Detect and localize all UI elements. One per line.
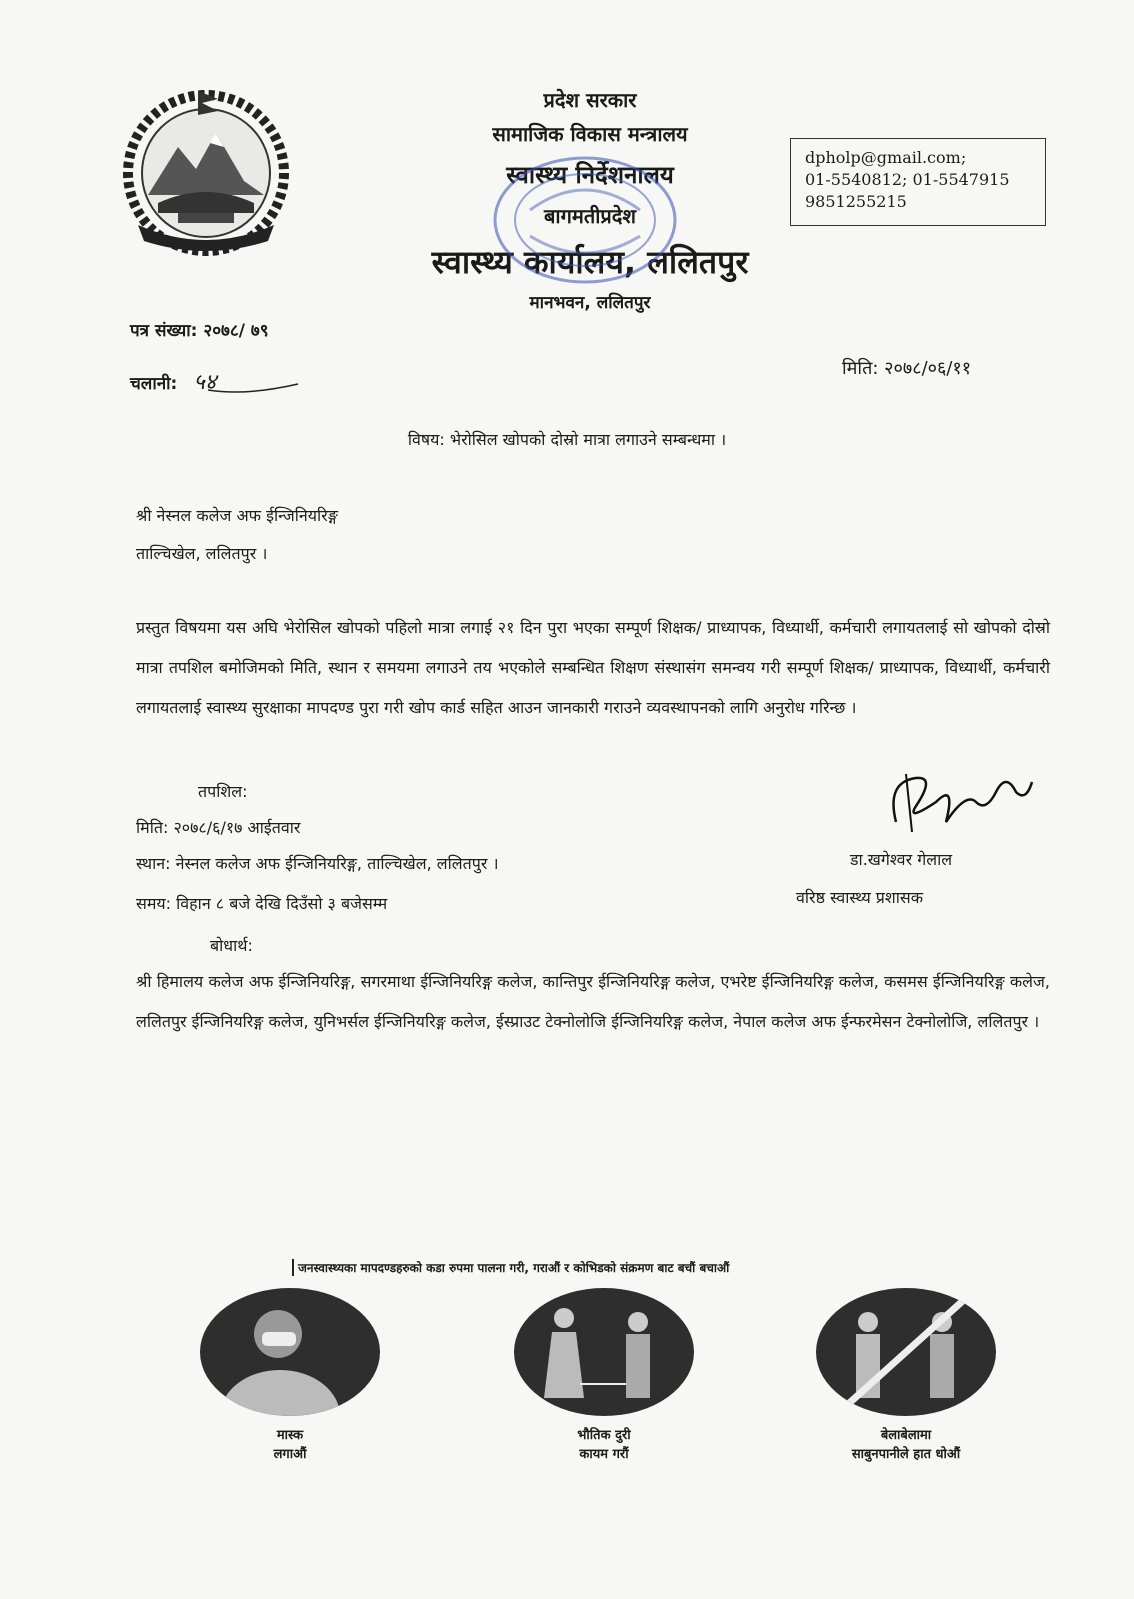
signer-title: वरिष्ठ स्वास्थ्य प्रशासक <box>796 888 924 907</box>
addressee-name: श्री नेस्नल कलेज अफ ईन्जिनियरिङ्ग <box>136 506 338 525</box>
details-heading: तपशिल: <box>198 782 248 801</box>
dispatch-number: ५४ <box>193 370 217 395</box>
distance-illustration-icon <box>514 1288 694 1416</box>
header-office: स्वास्थ्य कार्यालय, ललितपुर <box>431 243 749 281</box>
dispatch-row <box>130 366 216 396</box>
caption-handwash-line2: साबुनपानीले हात धोऔं <box>851 1447 961 1462</box>
letter-number: पत्र संख्या: २०७८/ ७९ <box>130 321 269 341</box>
caption-handwash-line1: बेलाबेलामा <box>880 1428 932 1443</box>
dispatch-underline <box>206 376 302 396</box>
caption-distance-line2: कायम गरौं <box>579 1447 629 1462</box>
caption-mask-line1: मास्क <box>276 1428 304 1443</box>
details-date: मिति: २०७८/६/१७ आईतवार <box>136 818 301 837</box>
caption-distance-line1: भौतिक दुरी <box>577 1428 631 1443</box>
contact-email: dpholp@gmail.com; <box>805 148 967 167</box>
cc-list: श्री हिमालय कलेज अफ ईन्जिनियरिङ्ग, सगरमाथा ईन्जिनियरिङ्ग कलेज, कान्तिपुर ईन्जिनियरिङ्ग कलेज, एभरेष्ट ईन्जिनियरिङ्ग कलेज, कसमस ईन्जिनियरिङ्ग कलेज, ललितपुर ईन्जिनियरिङ्ग कलेज, युनिभर्सल ईन्जिनियरिङ्ग कलेज, ईस्प्राउट टेक्नोलोजि ईन्जिनियरिङ्ग कलेज, नेपाल कलेज अफ ईन्फरमेसन टेक्नोलोजि, ललितपुर । <box>136 972 1050 1031</box>
cc-heading: बोधार्थ: <box>210 936 253 955</box>
contact-phones: 01-5540812; 01-5547915 <box>805 170 1010 189</box>
signature-icon <box>876 762 1036 842</box>
nepal-emblem-icon <box>118 85 294 257</box>
caption-mask <box>200 1426 380 1464</box>
footer-slogan: जनस्वास्थ्यका मापदण्डहरुको कडा रुपमा पालना गरी, गराऔं र कोभिडको संक्रमण बाट बचौं बचाऔं <box>292 1259 729 1276</box>
header-government: प्रदेश सरकार <box>543 88 637 112</box>
header-location: मानभवन, ललितपुर <box>529 293 651 313</box>
signer-name: डा.खगेश्वर गेलाल <box>850 850 953 869</box>
letter-body: प्रस्तुत विषयमा यस अघि भेरोसिल खोपको पहिलो मात्रा लगाई २१ दिन पुरा भएका सम्पूर्ण शिक्षक/ प्राध्यापक, विध्यार्थी, कर्मचारी लगायतलाई सो खोपको दोस्रो मात्रा तपशिल बमोजिमको मिति, स्थान र समयमा लगाउने तय भएकोले सम्बन्धित शिक्षण संस्थासंग समन्वय गरी सम्पूर्ण शिक्षक/ प्राध्यापक, विध्यार्थी, कर्मचारी लगायतलाई स्वास्थ्य सुरक्षाका मापदण्ड पुरा गरी खोप कार्ड सहित आउन जानकारी गराउने व्यवस्थापनको लागि अनुरोध गरिन्छ । <box>136 618 1050 717</box>
handwash-illustration-icon <box>816 1288 996 1416</box>
contact-mobile: 9851255215 <box>805 192 907 211</box>
mask-illustration-icon <box>200 1288 380 1416</box>
details-place: स्थान: नेस्नल कलेज अफ ईन्जिनियरिङ्ग, ताल्चिखेल, ललितपुर । <box>136 854 499 873</box>
caption-mask-line2: लगाऔं <box>273 1447 307 1462</box>
caption-handwash <box>796 1426 1016 1464</box>
header-directorate: स्वास्थ्य निर्देशनालय <box>506 161 674 189</box>
letter-date: मिति: २०७८/०६/११ <box>842 358 972 379</box>
header-province: बागमतीप्रदेश <box>544 204 636 228</box>
addressee-location: ताल्चिखेल, ललितपुर । <box>136 544 268 563</box>
header-ministry: सामाजिक विकास मन्त्रालय <box>492 122 688 146</box>
letter-subject: विषय: भेरोसिल खोपको दोस्रो मात्रा लगाउने सम्बन्धमा । <box>407 430 727 449</box>
caption-distance <box>514 1426 694 1464</box>
details-time: समय: विहान ८ बजे देखि दिउँसो ३ बजेसम्म <box>136 894 388 913</box>
contact-box <box>790 138 1046 226</box>
dispatch-label: चलानी: <box>130 374 178 394</box>
